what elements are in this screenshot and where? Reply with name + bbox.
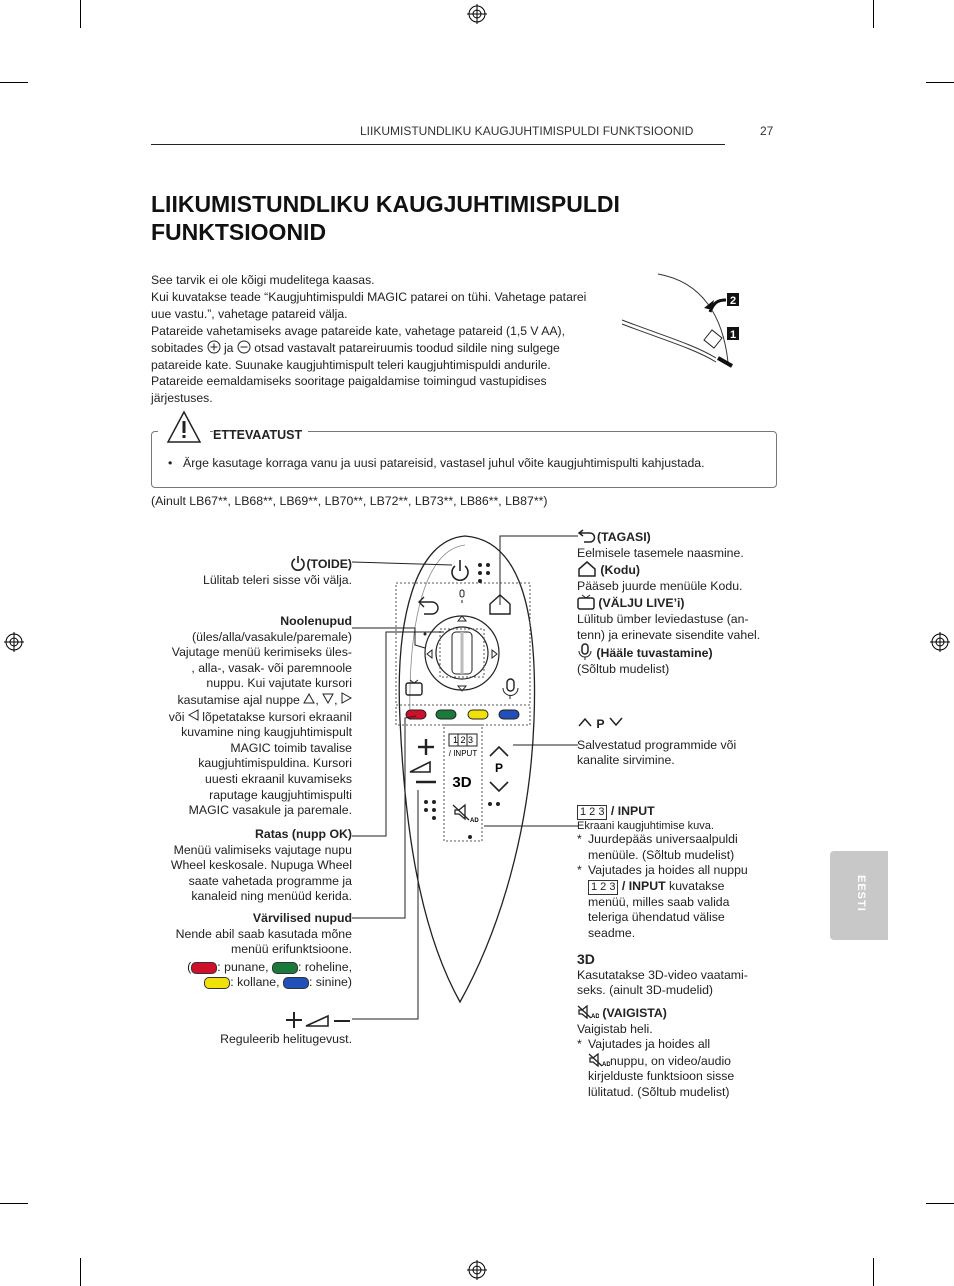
3d-button: 3D	[452, 774, 472, 791]
blue-chip	[283, 977, 309, 989]
crop-mark	[0, 1203, 28, 1204]
red-chip	[191, 962, 217, 974]
back-label: (TAGASI) Eelmisele tasemele naasmine. (Kodu) Pääseb juurde menüüle Kodu. (VÄLJU LIVE’i) Lülitub ümber leviedastuse (an- tenn) ja erinevate sisendite vahel. (Hääle tuvastamine) (Sõltub mudelist)	[577, 530, 761, 676]
caution-text: Ärge kasutage korraga vanu ja uusi patareisid, vastasel juhul võite kaugjuhtimispulti kahjustada.	[183, 456, 705, 470]
svg-text:2: 2	[729, 295, 737, 307]
crop-mark	[80, 0, 81, 28]
crop-mark	[873, 0, 874, 28]
header-rule	[151, 144, 725, 145]
channel-label: P Salvestatud programmide või kanalite sirvimine.	[577, 717, 737, 768]
minus-circle-icon	[237, 340, 251, 354]
mute-label: AD (VAIGISTA) Vaigistab heli. * Vajutades ja hoides all AD nuppu, on video/audio kirjelduste funktsioon sisse lülitatud. (Sõltub mudelist)	[577, 1006, 735, 1099]
battery-cover-illustration	[618, 272, 746, 368]
crop-mark	[80, 1258, 81, 1286]
registration-mark-icon	[4, 632, 24, 652]
plus-circle-icon	[207, 340, 221, 354]
registration-mark-icon	[930, 632, 950, 652]
arrow-right-icon	[341, 692, 352, 704]
live-tv-icon	[577, 594, 595, 610]
page-number: 27	[760, 124, 774, 138]
language-tab: EESTI	[830, 851, 888, 940]
volume-label: Reguleerib helitugevust.	[220, 1032, 352, 1046]
svg-text:AD: AD	[602, 1061, 610, 1067]
crop-mark	[873, 1258, 874, 1286]
magic-remote-illustration	[350, 526, 580, 1046]
number-box: 1 2 3	[577, 805, 607, 820]
yellow-chip	[204, 977, 230, 989]
arrow-down-icon	[322, 693, 334, 704]
channel-down-icon	[608, 716, 624, 728]
svg-text:AD: AD	[591, 1014, 599, 1019]
yellow-button	[468, 710, 488, 719]
svg-text:P: P	[494, 761, 504, 775]
wheel-label: Ratas (nupp OK) Menüü valimiseks vajutage nupu Wheel keskosale. Nupuga Wheel saate vahetada programme ja kanaleid ning menüüd kerida.	[170, 827, 352, 904]
power-label: (TOIDE) Lülitab teleri sisse või välja.	[203, 557, 352, 587]
input-label: 1 2 3 / INPUT Ekraani kaugjuhtimise kuva. * Juurdepääs universaalpuldi menüüle. (Sõltub mudelist) * Vajutades ja hoides all nuppu 1 2 3 / INPUT kuvatakse menüü, milles saab valida teleriga ühendatud välise seadme.	[577, 804, 748, 940]
arrow-left-icon	[188, 709, 199, 721]
caution-heading: ETTEVAATUST	[213, 428, 308, 442]
arrow-up-icon	[303, 693, 315, 704]
channel-up-icon	[577, 716, 593, 728]
green-chip	[272, 962, 298, 974]
svg-text:/ INPUT: / INPUT	[448, 749, 478, 758]
green-button	[436, 710, 456, 719]
volume-icons	[284, 1012, 352, 1028]
voice-recognition-icon	[577, 643, 593, 661]
svg-text:1 2 3: 1 2 3	[452, 735, 474, 745]
mute-icon	[577, 1005, 599, 1019]
intro-text: See tarvik ei ole kõigi mudelitega kaasas. Kui kuvatakse teade “Kaugjuhtimispuldi MAGIC patarei on tühi. Vahetage patarei uue vastu.”, vahetage patareid välja. Patareide vahetamiseks avage patareide kate, vahetage patareid (1,5 V AA), sobitades ja otsad vastavalt patareiruumis toodud sildile ning sulgege patareide kate. Suunake kaugjuhtimispult teleri kaugjuhtimispuldi andurile. Patareide eemaldamiseks sooritage paigaldamise toimingud vastupidises järjestuses.	[151, 273, 587, 406]
blue-button	[499, 710, 519, 719]
mute-icon	[588, 1053, 610, 1067]
color-buttons-label: Värvilised nupud Nende abil saab kasutada mõne menüü erifunktsioone. ( : punane, : roheline, : kollane, : sinine)	[175, 911, 352, 990]
registration-mark-icon	[467, 1260, 487, 1280]
back-icon	[577, 529, 597, 543]
crop-mark	[926, 82, 954, 83]
3d-label: 3D Kasutatakse 3D-video vaatami- seks. (ainult 3D-mudelid)	[577, 952, 777, 999]
running-title: LIIKUMISTUNDLIKU KAUGJUHTIMISPULDI FUNKTSIOONID	[360, 124, 694, 138]
warning-triangle-icon	[166, 410, 202, 444]
registration-mark-icon	[467, 4, 487, 24]
models-note: (Ainult LB67**, LB68**, LB69**, LB70**, LB72**, LB73**, LB86**, LB87**)	[151, 494, 548, 508]
crop-mark	[0, 82, 28, 83]
crop-mark	[926, 1203, 954, 1204]
home-icon	[577, 561, 597, 577]
power-icon	[290, 555, 306, 571]
arrow-keys-label: Noolenupud (üles/alla/vasakule/paremale) Vajutage menüü kerimiseks üles- , alla-, vasak- või paremnoole nuppu. Kui vajutate kursori kasutamise ajal nuppe , , või lõpetatakse kursori ekraanil kuvamine ning kaugjuhtimispult MAGIC toimib tavalise kaugjuhtimispuldina. Kursori uuesti ekraanil kuvamiseks raputage kaugjuhtimispulti MAGIC vasakule ja paremale.	[168, 614, 352, 818]
3d-icon: 3D	[577, 951, 595, 967]
bullet-dot: •	[168, 456, 173, 470]
svg-text:AD: AD	[470, 818, 479, 824]
page-title: LIIKUMISTUNDLIKU KAUGJUHTIMISPULDI FUNKTSIOONID	[151, 191, 620, 245]
svg-text:1: 1	[729, 329, 737, 341]
